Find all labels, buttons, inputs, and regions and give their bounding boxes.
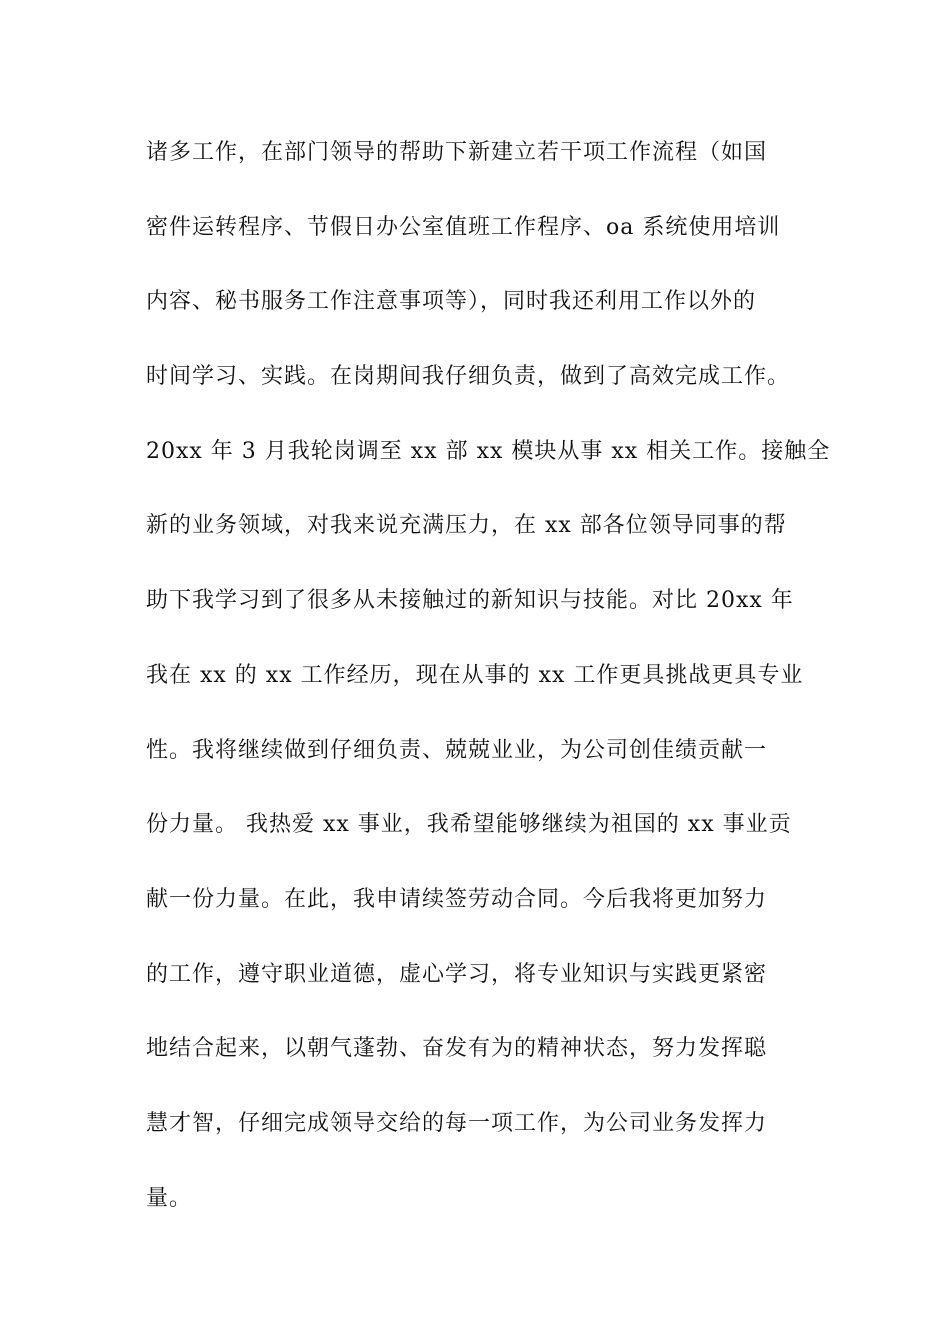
text-line: 我在 xx 的 xx 工作经历，现在从事的 xx 工作更具挑战更具专业 [146, 662, 804, 688]
text-line: 慧才智，仔细完成领导交给的每一项工作，为公司业务发挥力 [146, 1110, 768, 1136]
text-line: 20xx 年 3 月我轮岗调至 xx 部 xx 模块从事 xx 相关工作。接触全 [146, 438, 831, 464]
text-line: 的工作，遵守职业道德，虚心学习，将专业知识与实践更紧密 [146, 961, 768, 987]
text-line: 时间学习、实践。在岗期间我仔细负责，做到了高效完成工作。 [146, 364, 791, 390]
text-line: 密件运转程序、节假日办公室值班工作程序、oa 系统使用培训 [146, 214, 781, 240]
text-line: 献一份力量。在此，我申请续签劳动合同。今后我将更加努力 [146, 886, 768, 912]
text-line: 性。我将继续做到仔细负责、兢兢业业，为公司创佳绩贡献一 [146, 737, 768, 763]
text-line: 诸多工作，在部门领导的帮助下新建立若干项工作流程（如国 [146, 140, 768, 165]
text-line: 内容、秘书服务工作注意事项等），同时我还利用工作以外的 [146, 289, 757, 315]
text-line: 助下我学习到了很多从未接触过的新知识与技能。对比 20xx 年 [146, 588, 794, 614]
text-line: 新的业务领域，对我来说充满压力，在 xx 部各位领导同事的帮 [146, 513, 787, 539]
text-line: 地结合起来，以朝气蓬勃、奋发有为的精神状态，努力发挥聪 [146, 1036, 768, 1062]
body-text [146, 132, 831, 1252]
text-line: 量。 [146, 1185, 193, 1211]
text-line: 份力量。 我热爱 xx 事业，我希望能够继续为祖国的 xx 事业贡 [146, 812, 792, 838]
